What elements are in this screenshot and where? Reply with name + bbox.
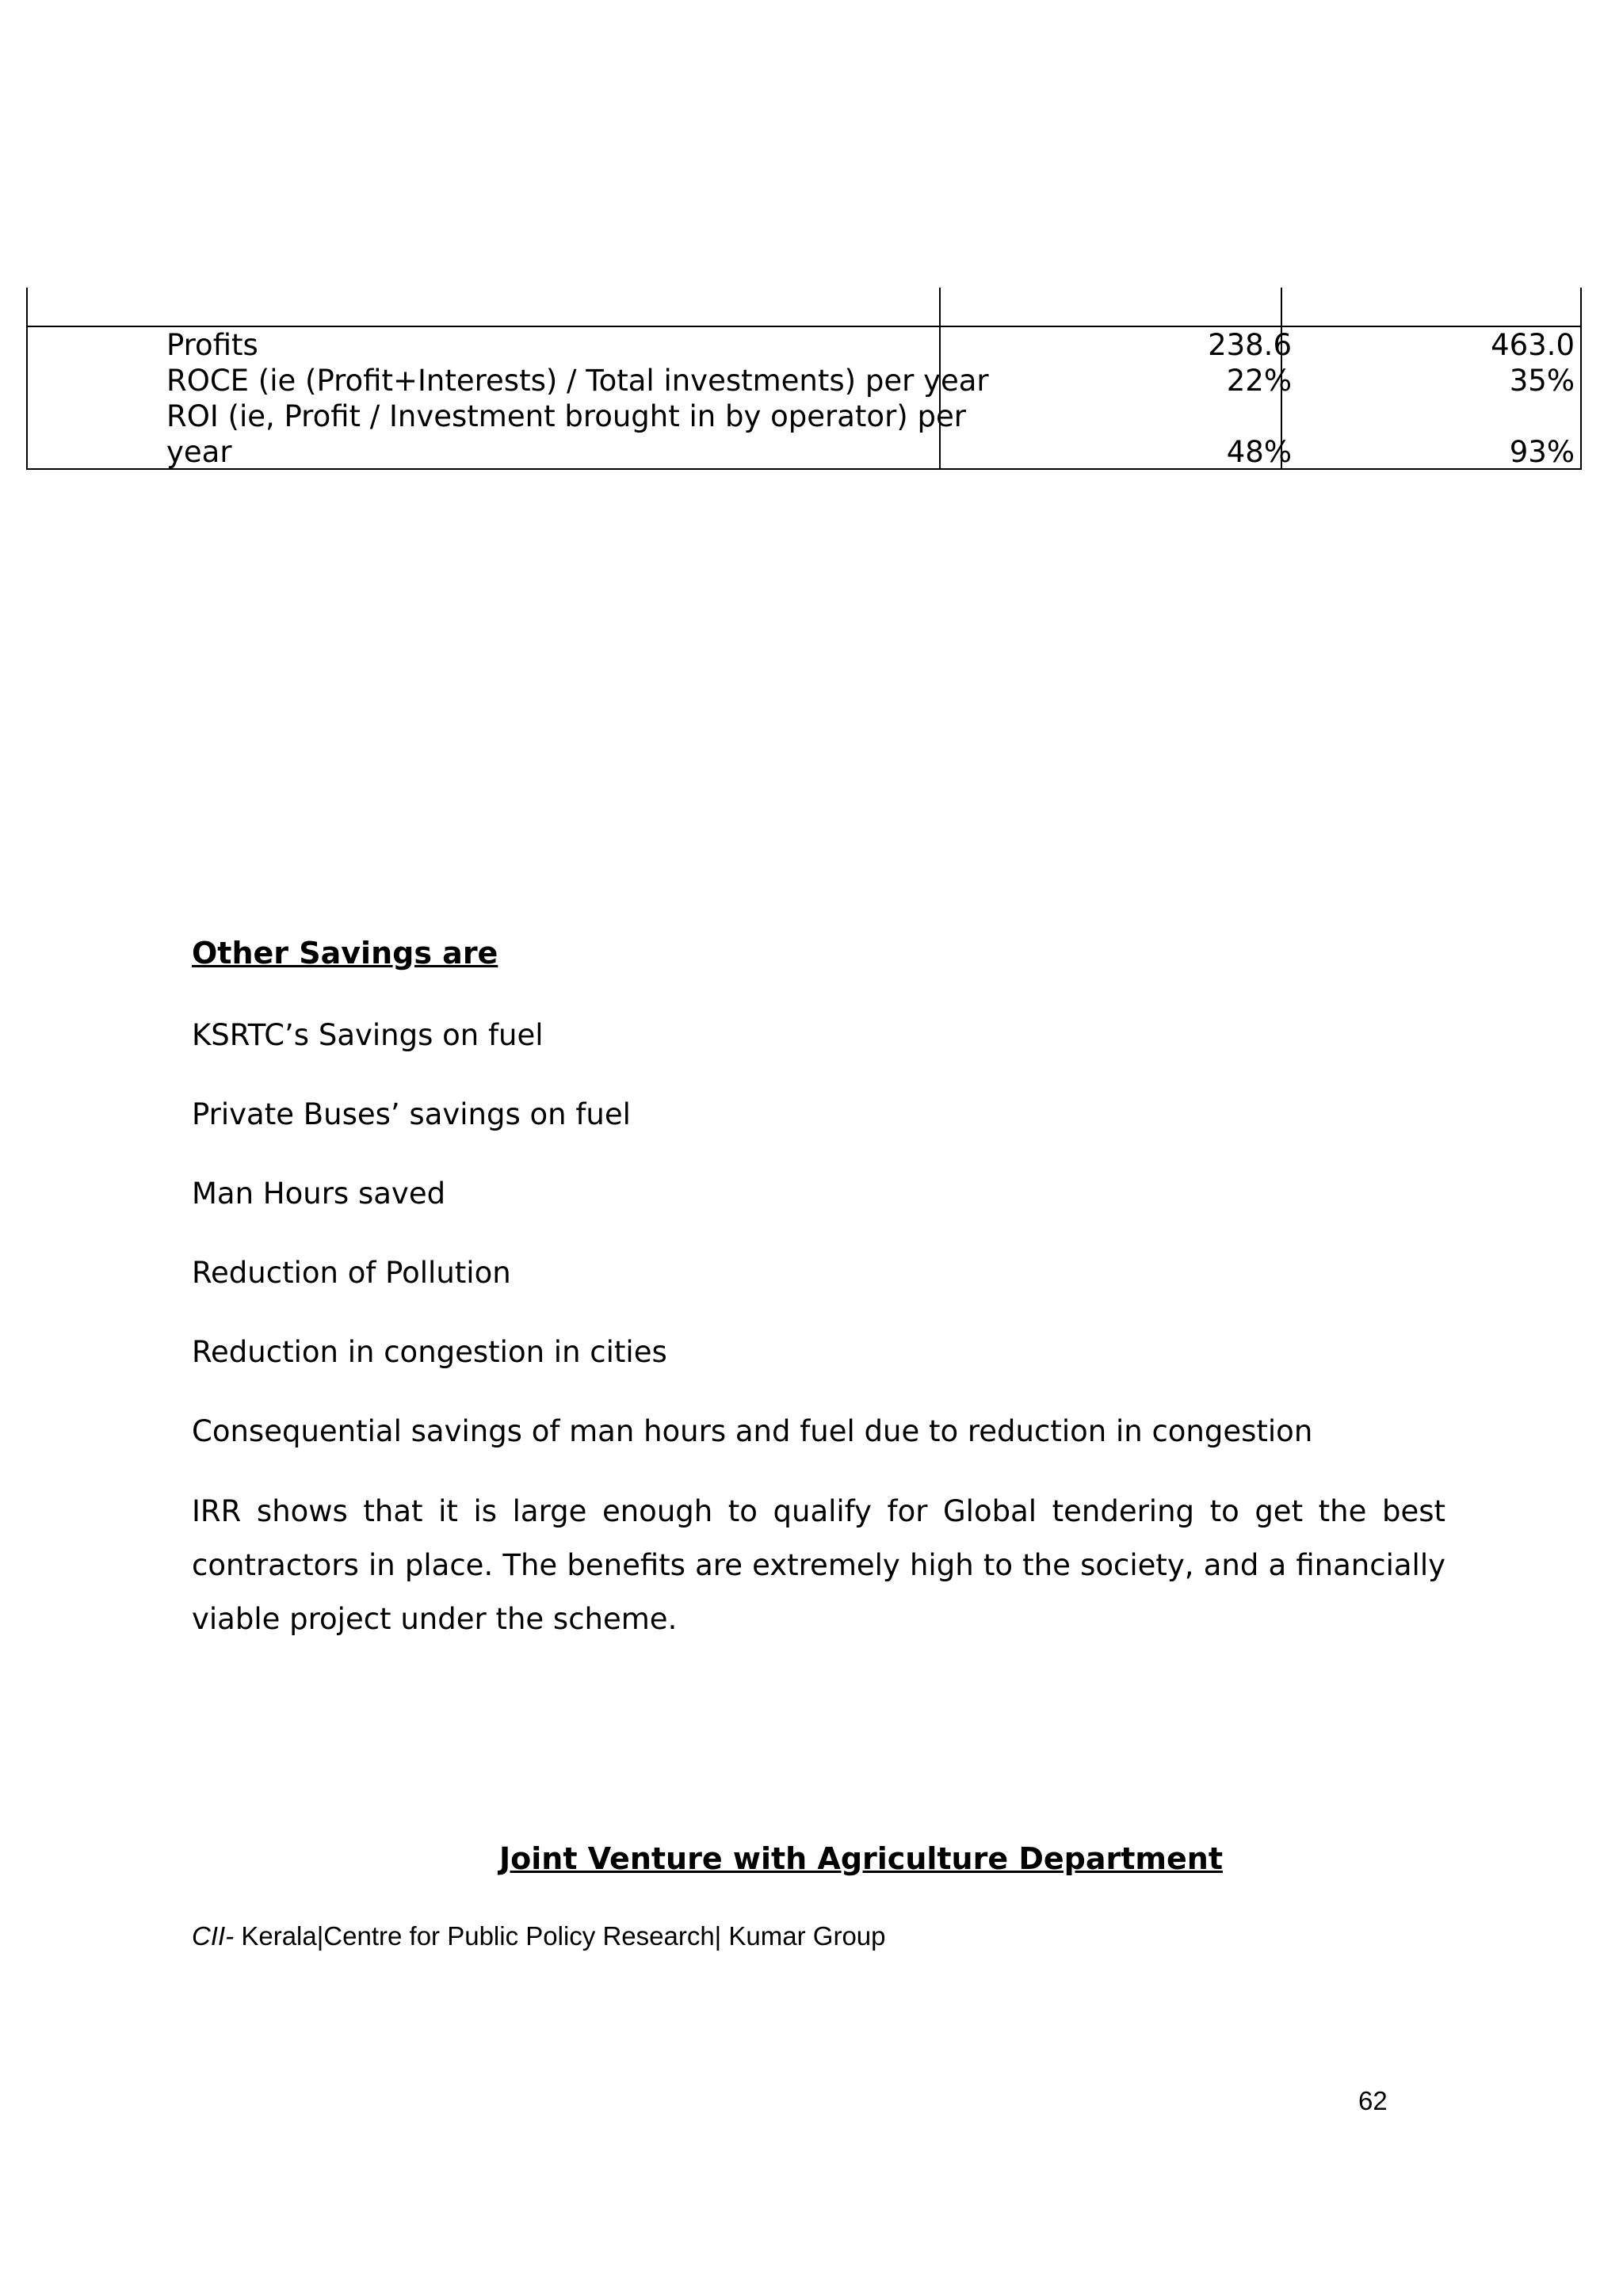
table-row-label-continuation: year bbox=[166, 435, 232, 469]
table-row-divider bbox=[26, 326, 1582, 327]
savings-item: KSRTC’s Savings on fuel bbox=[192, 1018, 544, 1052]
table-cell-value: 35% bbox=[1509, 364, 1575, 398]
footer-org-italic: CII- bbox=[192, 1921, 235, 1951]
page-footer bbox=[192, 1920, 886, 1952]
table-row-label: Profits bbox=[166, 328, 258, 362]
table-row-label: ROI (ie, Profit / Investment brought in by operator) per bbox=[166, 399, 966, 433]
table-border-right bbox=[1580, 288, 1582, 470]
savings-item: Man Hours saved bbox=[192, 1177, 446, 1211]
savings-item: Private Buses’ savings on fuel bbox=[192, 1097, 631, 1131]
table-border-left bbox=[26, 288, 28, 470]
table-row-label: ROCE (ie (Profit+Interests) / Total investments) per year bbox=[166, 364, 989, 398]
section-heading-other-savings: Other Savings are bbox=[192, 936, 498, 971]
savings-item: Reduction in congestion in cities bbox=[192, 1335, 667, 1369]
footer-org-rest: Kerala|Centre for Public Policy Research| Kumar Group bbox=[234, 1921, 886, 1951]
conclusion-paragraph: IRR shows that it is large enough to qualify for Global tendering to get the best contractors in place. The benefits are extremely high to the society, and a financially viable project under the scheme. bbox=[192, 1494, 1445, 1636]
page-number: 62 bbox=[1358, 2086, 1388, 2115]
table-cell-value: 93% bbox=[1509, 435, 1575, 469]
savings-item: Reduction of Pollution bbox=[192, 1256, 511, 1290]
table-border-bottom bbox=[26, 468, 1582, 470]
section-heading-joint-venture: Joint Venture with Agriculture Department bbox=[499, 1841, 1224, 1876]
savings-item: Consequential savings of man hours and fuel due to reduction in congestion bbox=[192, 1414, 1313, 1448]
table-cell-value: 48% bbox=[1226, 435, 1292, 469]
financial-table bbox=[26, 288, 1582, 470]
table-cell-value: 22% bbox=[1226, 364, 1292, 398]
table-cell-value: 238.6 bbox=[1208, 328, 1292, 362]
table-cell-value: 463.0 bbox=[1491, 328, 1575, 362]
